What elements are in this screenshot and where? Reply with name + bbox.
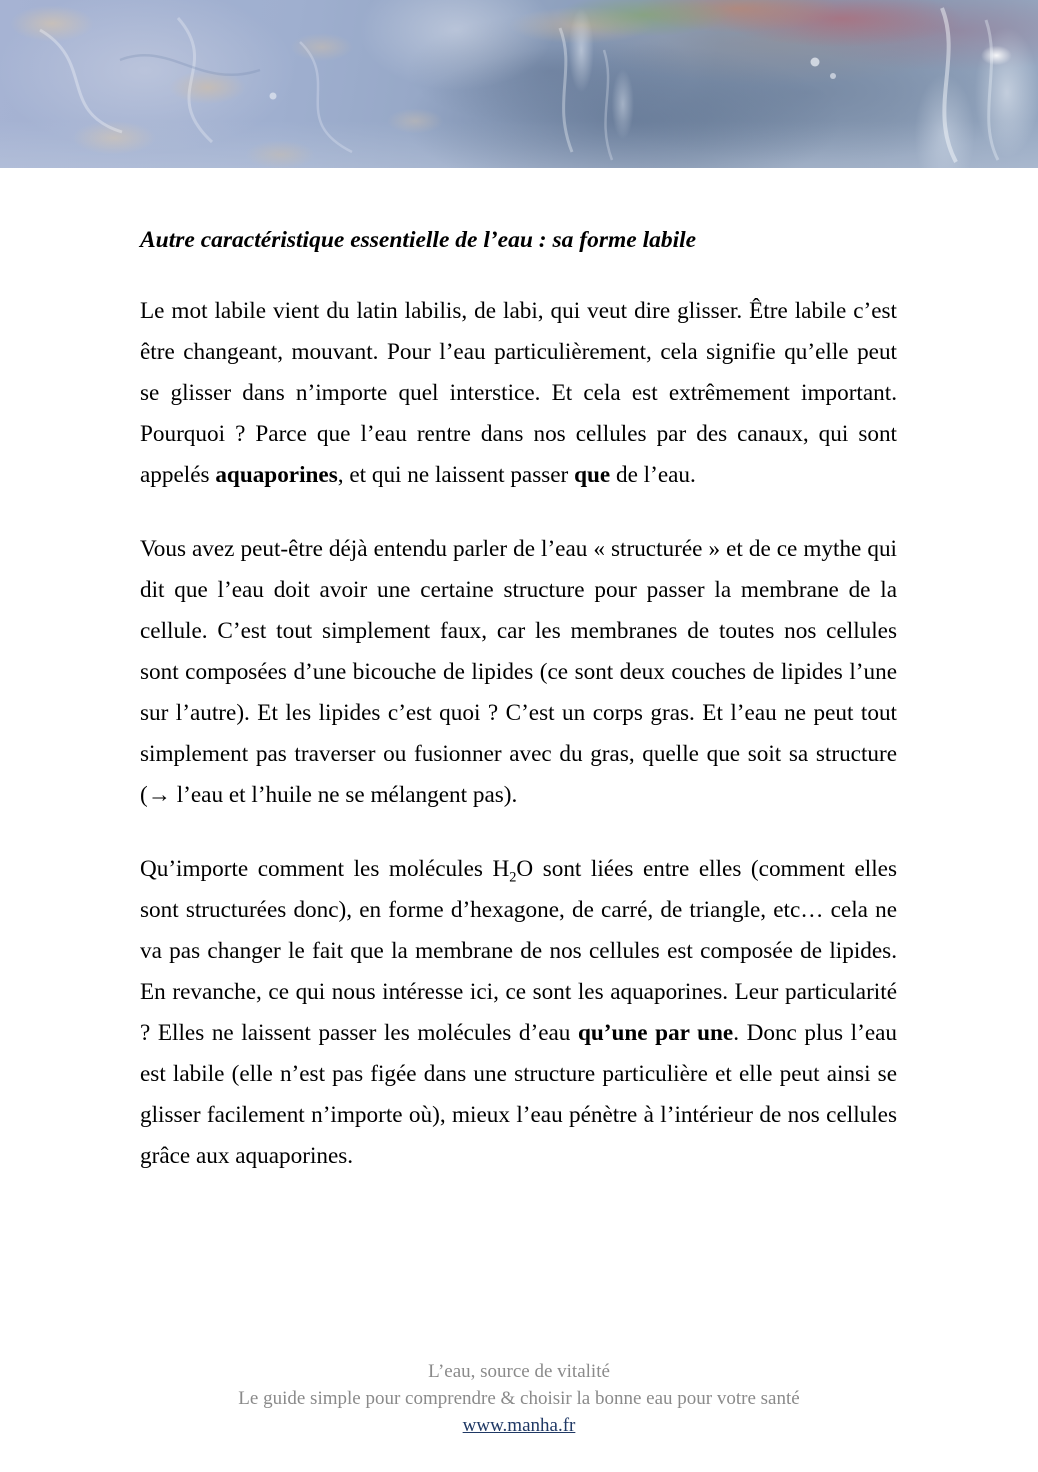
page-content	[0, 168, 1038, 1177]
body-paragraph-3: Qu’importe comment les molécules $H_2O$ sont liées entre elles (comment elles sont structurées donc), en forme d’hexagone, de carré, de triangle, etc… cela ne va pas changer le fait que la membrane de nos cellules est composée de lipides. En revanche, ce qui nous intéresse ici, ce sont les aquaporines. Leur particularité ? Elles ne laissent passer les molécules d’eau qu’une par une. Donc plus l’eau est labile (elle n’est pas figée dans une structure particulière et elle peut ainsi se glisser facilement n’importe où), mieux l’eau pénètre à l’intérieur de nos cellules grâce aux aquaporines.	[140, 856, 897, 1169]
footer-book-title: L’eau, source de vitalité	[428, 1361, 610, 1382]
section-title: Autre caractéristique essentielle de l’eau : sa forme labile	[140, 227, 697, 253]
body-paragraph-2: Vous avez peut-être déjà entendu parler de l’eau « structurée » et de ce mythe qui dit que l’eau doit avoir une certaine structure pour passer la membrane de la cellule. C’est tout simplement faux, car les membranes de toutes nos cellules sont composées d’une bicouche de lipides (ce sont deux couches de lipides l’une sur l’autre). Et les lipides c’est quoi ? C’est un corps gras. Et l’eau ne peut tout simplement pas traverser ou fusionner avec du gras, quelle que soit sa structure (→ l’eau et l’huile ne se mélangent pas).	[140, 536, 897, 808]
water-splash-image	[0, 0, 1038, 168]
page-footer	[0, 1358, 1038, 1439]
footer-link[interactable]: www.manha.fr	[462, 1415, 576, 1436]
body-paragraph-1: Le mot labile vient du latin labilis, de labi, qui veut dire glisser. Être labile c’est être changeant, mouvant. Pour l’eau particulièrement, cela signifie qu’elle peut se glisser dans n’importe quel interstice. Et cela est extrêmement important. Pourquoi ? Parce que l’eau rentre dans nos cellules par des canaux, qui sont appelés aquaporines, et qui ne laissent passer que de l’eau.	[140, 298, 897, 488]
water-swirls-decoration	[0, 0, 1038, 168]
footer-subtitle: Le guide simple pour comprendre & choisir la bonne eau pour votre santé	[238, 1388, 800, 1409]
